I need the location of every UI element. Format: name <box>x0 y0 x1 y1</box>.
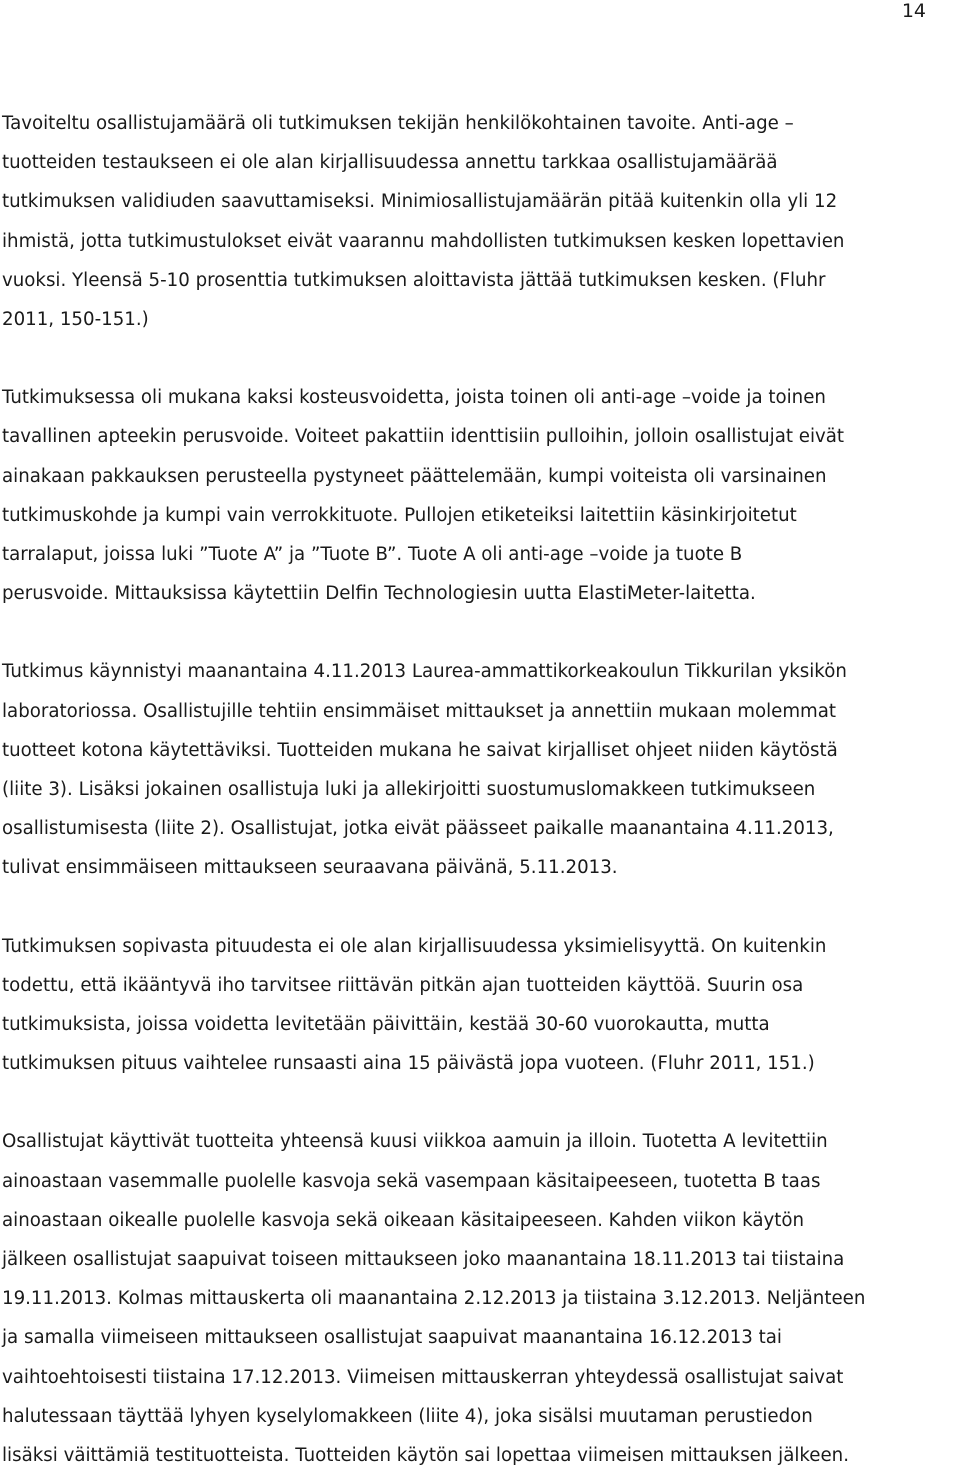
paragraph-study-duration: Tutkimuksen sopivasta pituudesta ei ole alan kirjallisuudessa yksimielisyyttä. On kuitenkin todettu, että ikääntyvä iho tarvitsee riittävän pitkän ajan tuotteiden käyttöä. Suurin osa tutkimuksista, joissa voidetta levitetään päivittäin, kestää 30-60 vuorokautta, mutta tutkimuksen pituus vaihtelee runsaasti aina 15 päivästä jopa vuoteen. (Fluhr 2011, 151.) <box>2 935 827 1075</box>
page-number: 14 <box>901 0 926 22</box>
paragraph-study-start: Tutkimus käynnistyi maanantaina 4.11.2013 Laurea-ammattikorkeakoulun Tikkurilan yksikön laboratoriossa. Osallistujille tehtiin ensimmäiset mittaukset ja annettiin mukaan molemmat tuotteet kotona käytettäviksi. Tuotteiden mukana he saivat kirjalliset ohjeet niiden käytöstä (liite 3). Lisäksi jokainen osallistuja luki ja allekirjoitti suostumuslomakkeen tutkimukseen osallistumisesta (liite 2). Osallistujat, jotka eivät päässeet paikalle maanantaina 4.11.2013, tulivat ensimmäiseen mittaukseen seuraavana päivänä, 5.11.2013. <box>2 661 847 879</box>
document-body <box>2 104 954 1475</box>
paragraph-test-products: Tutkimuksessa oli mukana kaksi kosteusvoidetta, joista toinen oli anti-age –voide ja toinen tavallinen apteekin perusvoide. Voiteet pakattiin identtisiin pulloihin, jolloin osallistujat eivät ainakaan pakkauksen perusteella pystyneet päättelemään, kumpi voiteista oli varsinainen tutkimuskohde ja kumpi vain verrokkituote. Pullojen etiketeiksi laitettiin käsinkirjoitetut tarralaput, joissa luki ”Tuote A” ja ”Tuote B”. Tuote A oli anti-age –voide ja tuote B perusvoide. Mittauksissa käytettiin Delfin Technologiesin uutta ElastiMeter-laitetta. <box>2 387 845 605</box>
paragraph-participant-target: Tavoiteltu osallistujamäärä oli tutkimuksen tekijän henkilökohtainen tavoite. Anti-age – tuotteiden testaukseen ei ole alan kirjallisuudessa annettu tarkkaa osallistujamäärää tutkimuksen validiuden saavuttamiseksi. Minimiosallistujamäärän pitää kuitenkin olla yli 12 ihmistä, jotta tutkimustulokset eivät vaarannu mahdollisten tutkimuksen kesken lopettavien vuoksi. Yleensä 5-10 prosenttia tutkimuksen aloittavista jättää tutkimuksen kesken. (Fluhr 2011, 150-151.) <box>2 113 845 331</box>
paragraph-usage-schedule: Osallistujat käyttivät tuotteita yhteensä kuusi viikkoa aamuin ja illoin. Tuotetta A levitettiin ainoastaan vasemmalle puolelle kasvoja sekä vasempaan käsitaipeeseen, tuotetta B taas ainoastaan oikealle puolelle kasvoja sekä oikeaan käsitaipeeseen. Kahden viikon käytön jälkeen osallistujat saapuivat toiseen mittaukseen joko maanantaina 18.11.2013 tai tiistaina 19.11.2013. Kolmas mittauskerta oli maanantaina 2.12.2013 ja tiistaina 3.12.2013. Neljänteen ja samalla viimeiseen mittaukseen osallistujat saapuivat maanantaina 16.12.2013 tai vaihtoehtoisesti tiistaina 17.12.2013. Viimeisen mittauskerran yhteydessä osallistujat saivat halutessaan täyttää lyhyen kyselylomakkeen (liite 4), joka sisälsi muutaman perustiedon lisäksi väittämiä testituotteista. Tuotteiden käytön sai lopettaa viimeisen mittauksen jälkeen. <box>2 1131 866 1467</box>
